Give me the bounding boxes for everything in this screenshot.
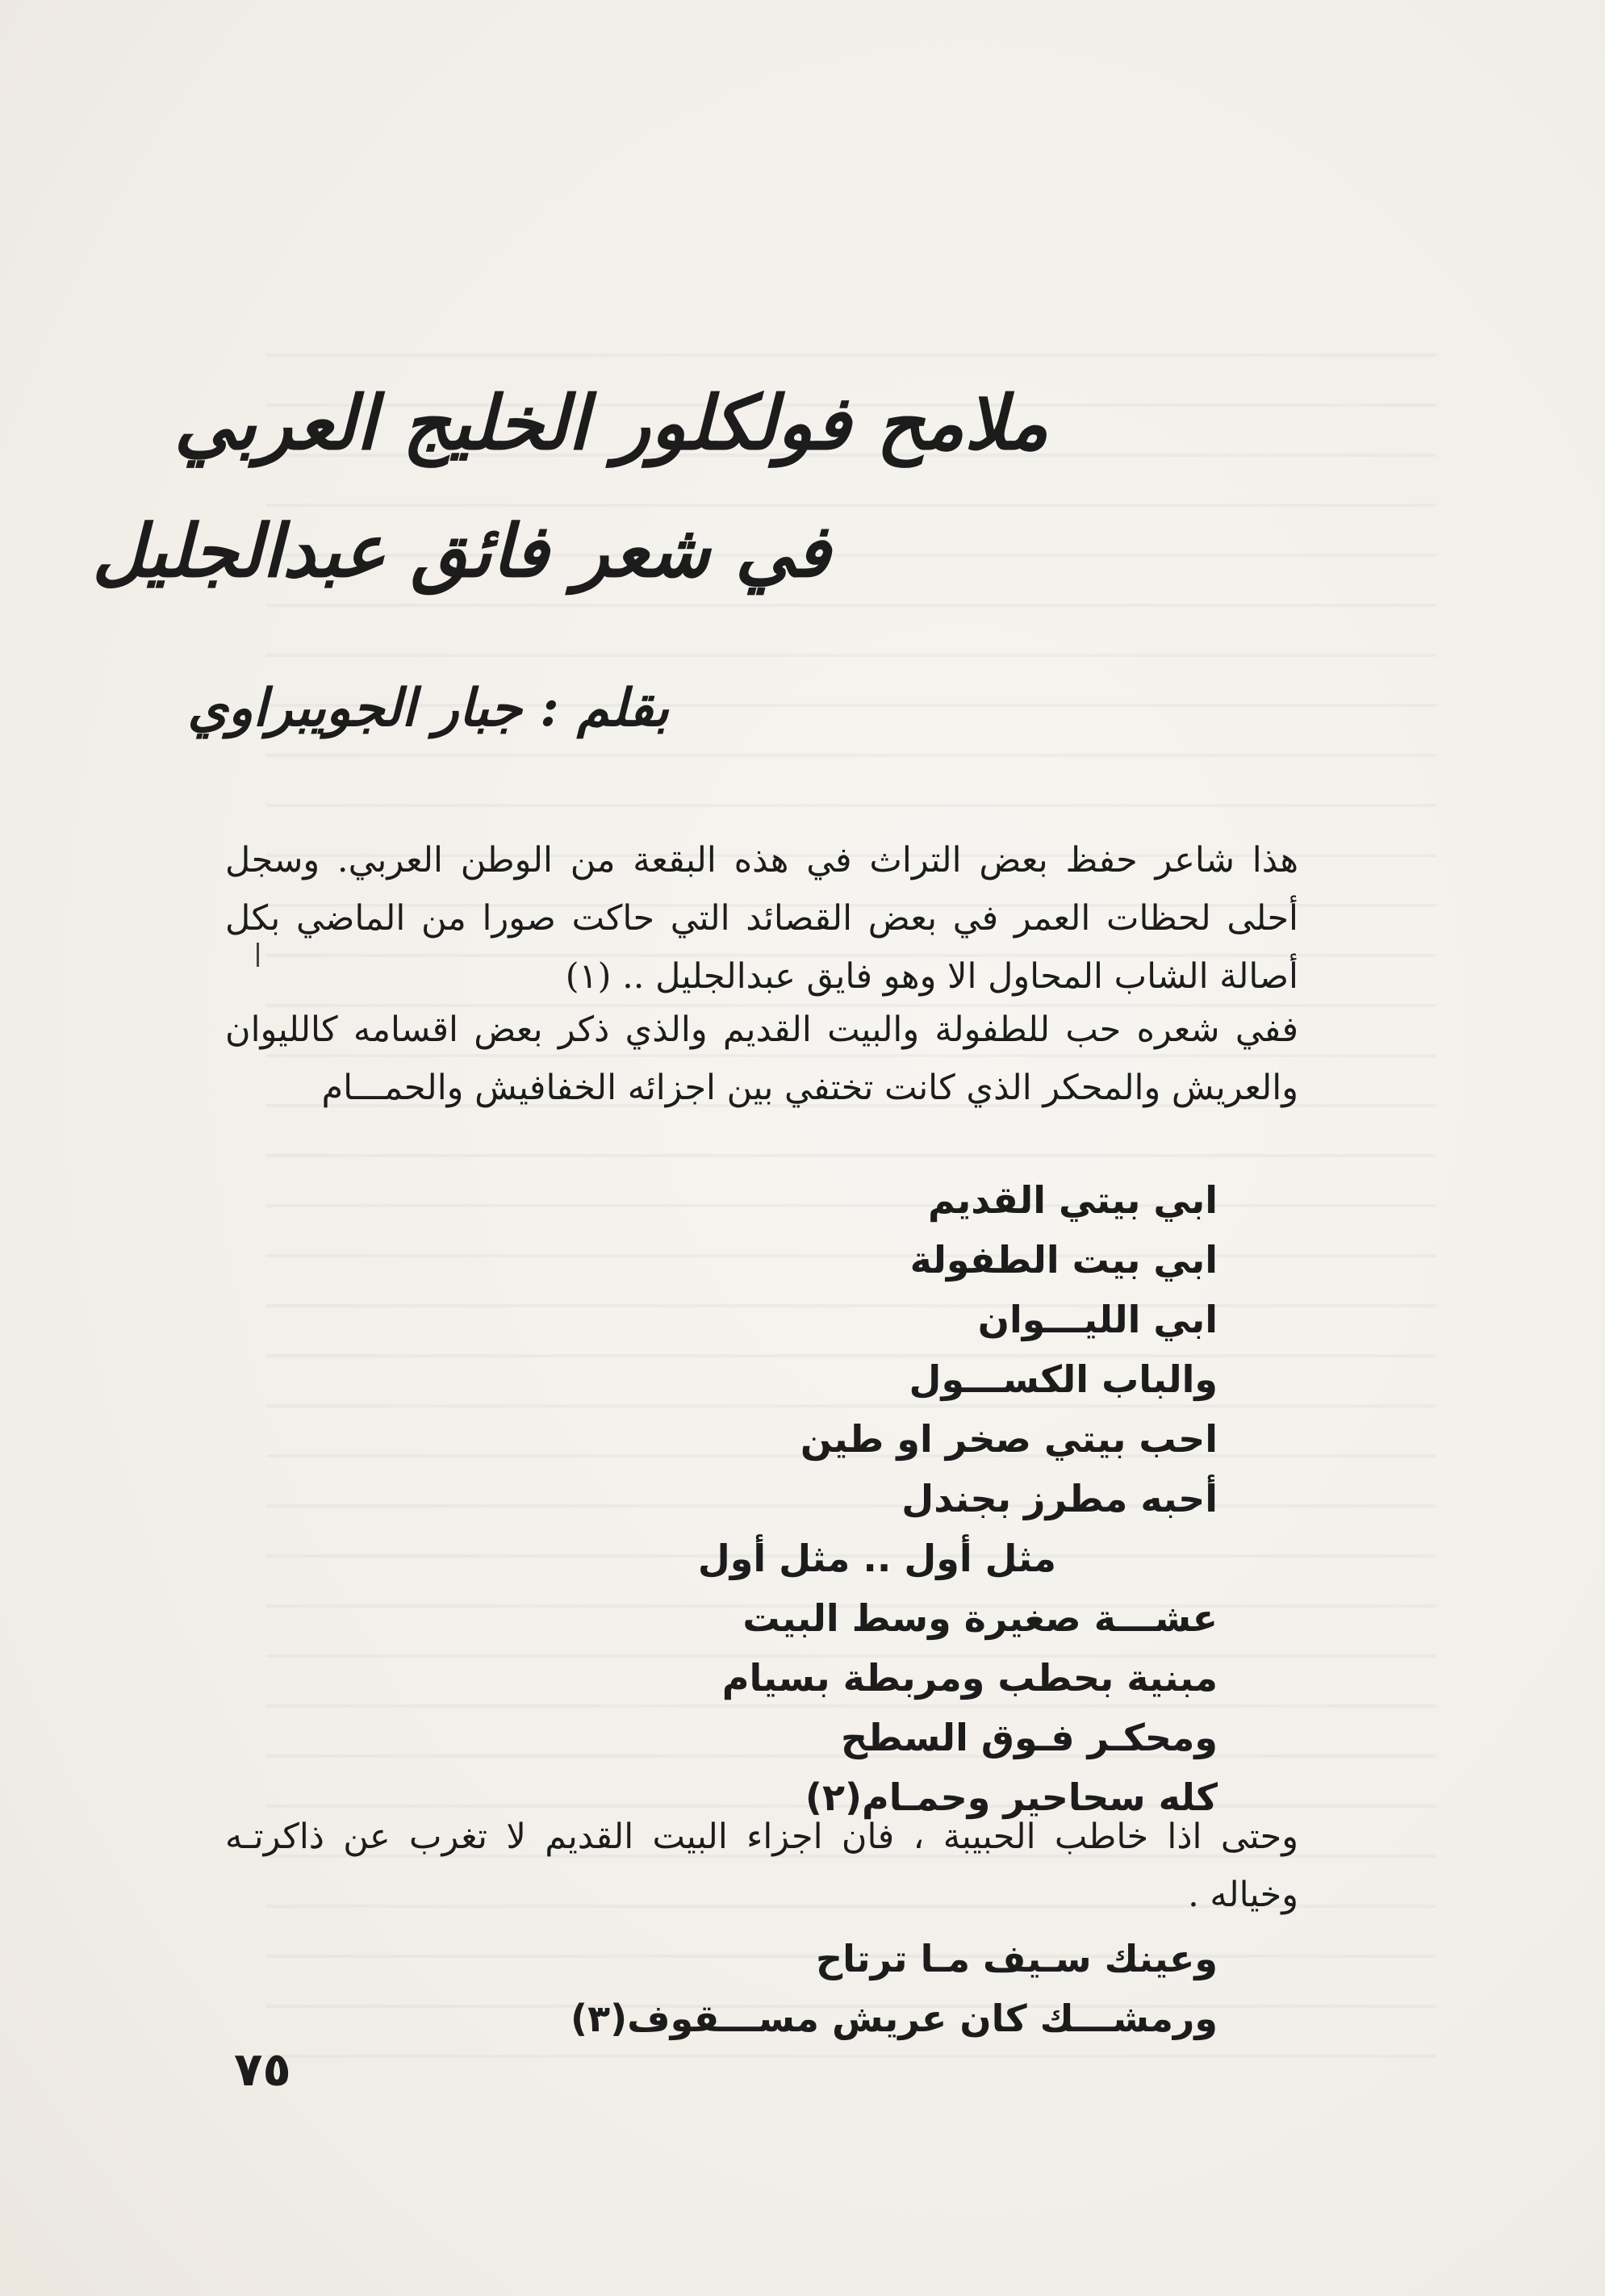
page-number: ٧٥: [234, 2042, 291, 2097]
poem-excerpt-1: [698, 1170, 1218, 1827]
poem-line: والباب الكســـول: [909, 1357, 1218, 1401]
poem-excerpt-2: [571, 1929, 1218, 2048]
poem-line: وعينك سـيف مـا ترتاح: [815, 1937, 1218, 1980]
author-byline: بقلم : جبار الجويبراوي: [187, 678, 669, 738]
poem-line: احب بيتي صخر او طين: [800, 1417, 1218, 1461]
paragraph-2: ففي شعره حب للطفولة والبيت القديم والذي ذكر بعض اقسامه كالليوان والعريش والمحكر الذي كانت تختفي بين اجزائه الخفافيش والحمـــام: [225, 1010, 1298, 1108]
poem-line: مثل أول .. مثل أول: [697, 1537, 1056, 1580]
poem-line: ابي بيت الطفولة: [909, 1238, 1218, 1282]
title-line-2: في شعر فائق عبدالجليل: [92, 508, 830, 594]
paragraph-3: وحتى اذا خاطب الحبيبة ، فان اجزاء البيت القديم لا تغرب عن ذاكرتـه وخياله .: [225, 1817, 1298, 1915]
title-line-1: ملامح فولكلور الخليج العربي: [173, 379, 1048, 466]
poem-line: أحبه مطرز بجندل: [901, 1477, 1218, 1520]
poem-line: مبنية بحطب ومربطة بسيام: [721, 1656, 1218, 1700]
poem-line: ورمشـــك كان عريش مســـقوف(٣): [571, 1997, 1218, 2040]
poem-line: ابي بيتي القديم: [927, 1178, 1218, 1222]
poem-line: ومحكـر فـوق السطح: [841, 1716, 1218, 1759]
paragraph-1: هذا شاعر حفظ بعض التراث في هذه البقعة من الوطن العربي. وسجل أحلى لحظات العمر في بعض القصائد التي حاكت صورا من الماضي بكل أصالة الشاب المحاول الا وهو فايق عبدالجليل .. (١): [225, 840, 1298, 997]
poem-line: كله سحاحير وحمـام(٢): [805, 1775, 1218, 1819]
poem-line: ابي الليـــوان: [977, 1298, 1218, 1341]
poem-line: عشـــة صغيرة وسط البيت: [742, 1596, 1218, 1640]
